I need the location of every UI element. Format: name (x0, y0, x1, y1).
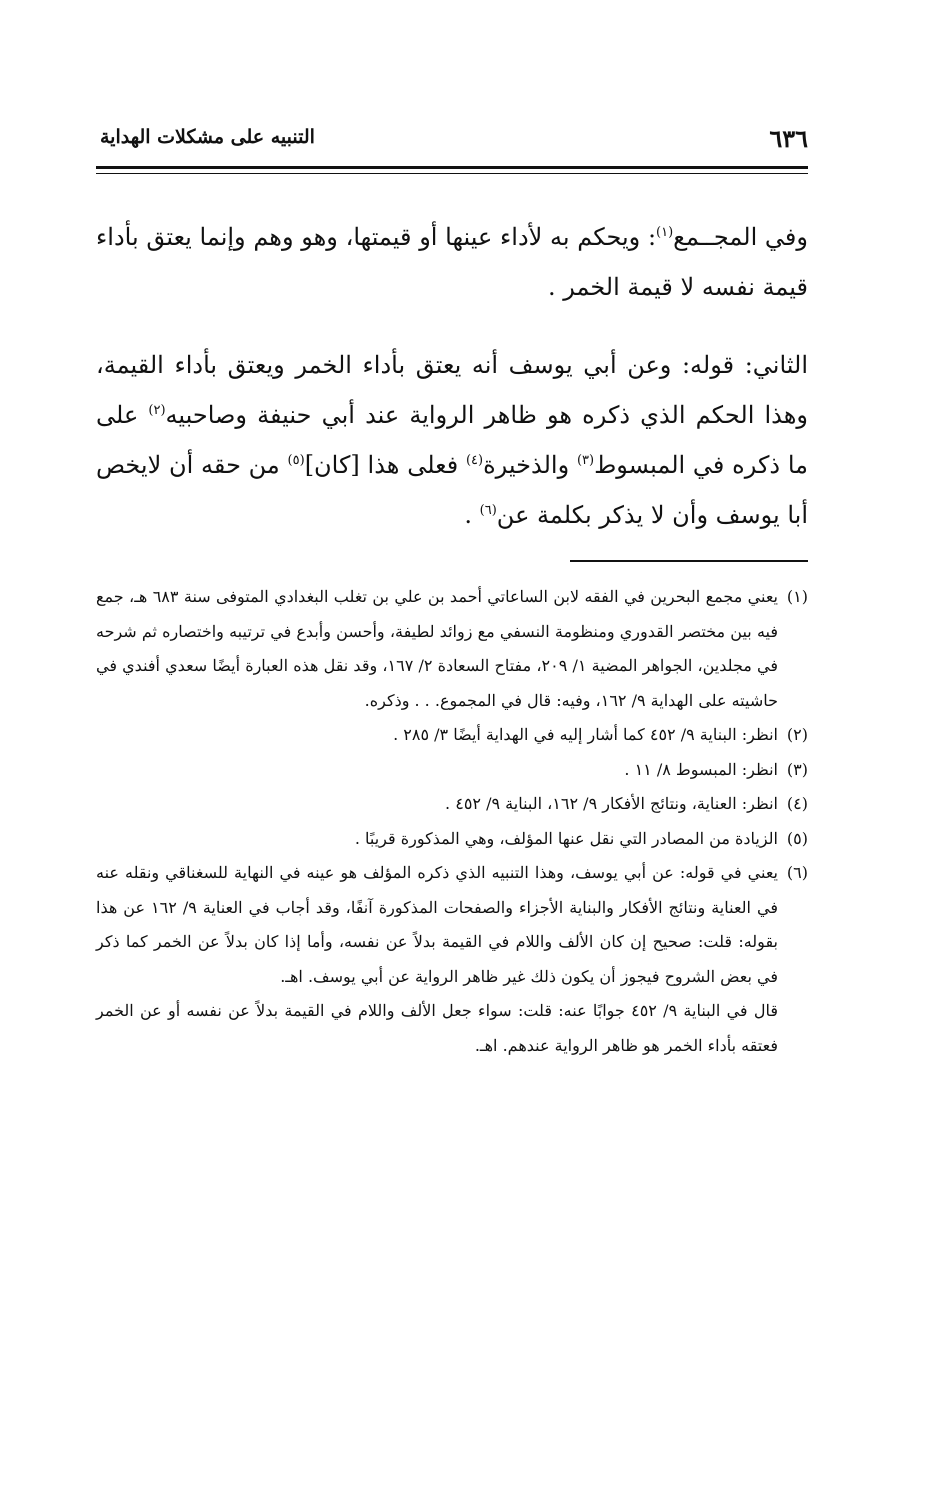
footnote-ref-1[interactable]: (١) (656, 225, 674, 240)
page-number: ٦٣٦ (769, 124, 808, 153)
paragraph-2-text-b: على ما ذكره في المبسوط (96, 401, 809, 479)
footnote-ref-6[interactable]: (٦) (479, 503, 497, 518)
footnote-text: يعني مجمع البحرين في الفقه لابن الساعاتي أحمد بن علي بن تغلب البغدادي المتوفى سنة ٦٨٣ هـ، جمع فيه بين مختصر القدوري ومنظومة النسفي مع زوائد لطيفة، وأحسن وأبدع في ترتيبه واختصاره ثم شرحه في مجلدين، الجواهر المضية ١/ ٢٠٩، مفتاح السعادة ٢/ ١٦٧، وقد نقل هذه العبارة أيضًا سعدي أفندي في حاشيته على الهداية ٩/ ١٦٢، وفيه: قال في المجموع. . . وذكره. (96, 587, 778, 710)
paragraph-2-text-f: . (464, 501, 480, 529)
paragraph-2-text-c: والذخيرة (483, 451, 577, 479)
footnote-ref-5[interactable]: (٥) (287, 453, 305, 468)
paragraph-2-text-a: الثاني: قوله: وعن أبي يوسف أنه يعتق بأداء الخمر ويعتق بأداء القيمة، وهذا الحكم الذي ذكره هو ظاهر الرواية عند أبي حنيفة وصاحبيه (96, 351, 809, 429)
footnote-1 (96, 580, 808, 718)
footnote-number: (٣) (786, 759, 808, 779)
footnote-3 (96, 753, 808, 788)
paragraph-2-text-e: من حقه أن لايخص أبا يوسف وأن لا يذكر بكلمة عن (96, 451, 808, 529)
footnote-number: (٤) (786, 794, 808, 813)
main-text (96, 212, 808, 540)
footnote-6 (96, 856, 808, 994)
footnote-ref-3[interactable]: (٣) (576, 453, 595, 468)
footnote-ref-4[interactable]: (٤) (465, 453, 484, 468)
header-rule (96, 166, 808, 169)
footnote-text: يعني في قوله: عن أبي يوسف، وهذا التنبيه الذي ذكره المؤلف هو عينه في النهاية للسغناقي ونقله عنه في العناية ونتائج الأفكار والبناية الأجزاء والصفحات المذكورة آنفًا، وقد أجاب في العناية ٩/ ١٦٢ عن هذا بقوله: قلت: صحيح إن كان الألف واللام في القيمة بدلاً عن نفسه، وأما إذا كان بدلاً عن الخمر كما ذكر في بعض الشروح فيجوز أن يكون ذلك غير ظاهر الرواية عن أبي يوسف. اهـ. (96, 863, 779, 986)
footnote-number: (٥) (786, 828, 808, 848)
footnote-text: انظر: المبسوط ٨/ ١١ . (624, 759, 778, 779)
footnote-text: انظر: البناية ٩/ ٤٥٢ كما أشار إليه في الهداية أيضًا ٣/ ٢٨٥ . (393, 725, 778, 744)
paragraph-2 (96, 340, 808, 540)
footnote-5 (96, 822, 808, 857)
paragraph-1-text-b: : ويحكم به لأداء عينها أو قيمتها، وهو وهم وإنما يعتق بأداء قيمة نفسه لا قيمة الخمر . (96, 223, 808, 301)
footnote-text: الزيادة من المصادر التي نقل عنها المؤلف، وهي المذكورة قريبًا . (354, 828, 778, 848)
footnote-number: (٢) (786, 725, 808, 744)
paragraph-1-text-a: وفي المجــمع (673, 223, 808, 251)
footnotes (96, 580, 808, 1063)
footnote-ref-2[interactable]: (٢) (148, 403, 166, 418)
footnote-2 (96, 718, 808, 753)
running-header (96, 118, 808, 158)
paragraph-1 (96, 212, 808, 312)
book-title: التنبيه على مشكلات الهداية (100, 126, 315, 148)
footnote-number: (٦) (786, 863, 808, 882)
footnote-number: (١) (786, 587, 808, 606)
footnote-text: انظر: العناية، ونتائج الأفكار ٩/ ١٦٢، البناية ٩/ ٤٥٢ . (445, 794, 778, 813)
header-rule-thin (96, 173, 808, 174)
footnote-4 (96, 787, 808, 822)
footnote-separator (570, 560, 808, 562)
footnote-6-continuation: قال في البناية ٩/ ٤٥٢ جوابًا عنه: قلت: سواء جعل الألف واللام في القيمة بدلاً عن نفسه أو عن الخمر فعتقه بأداء الخمر هو ظاهر الرواية عندهم. اهـ. (96, 1001, 778, 1055)
paragraph-2-text-d: فعلى هذا [كان] (304, 451, 466, 479)
